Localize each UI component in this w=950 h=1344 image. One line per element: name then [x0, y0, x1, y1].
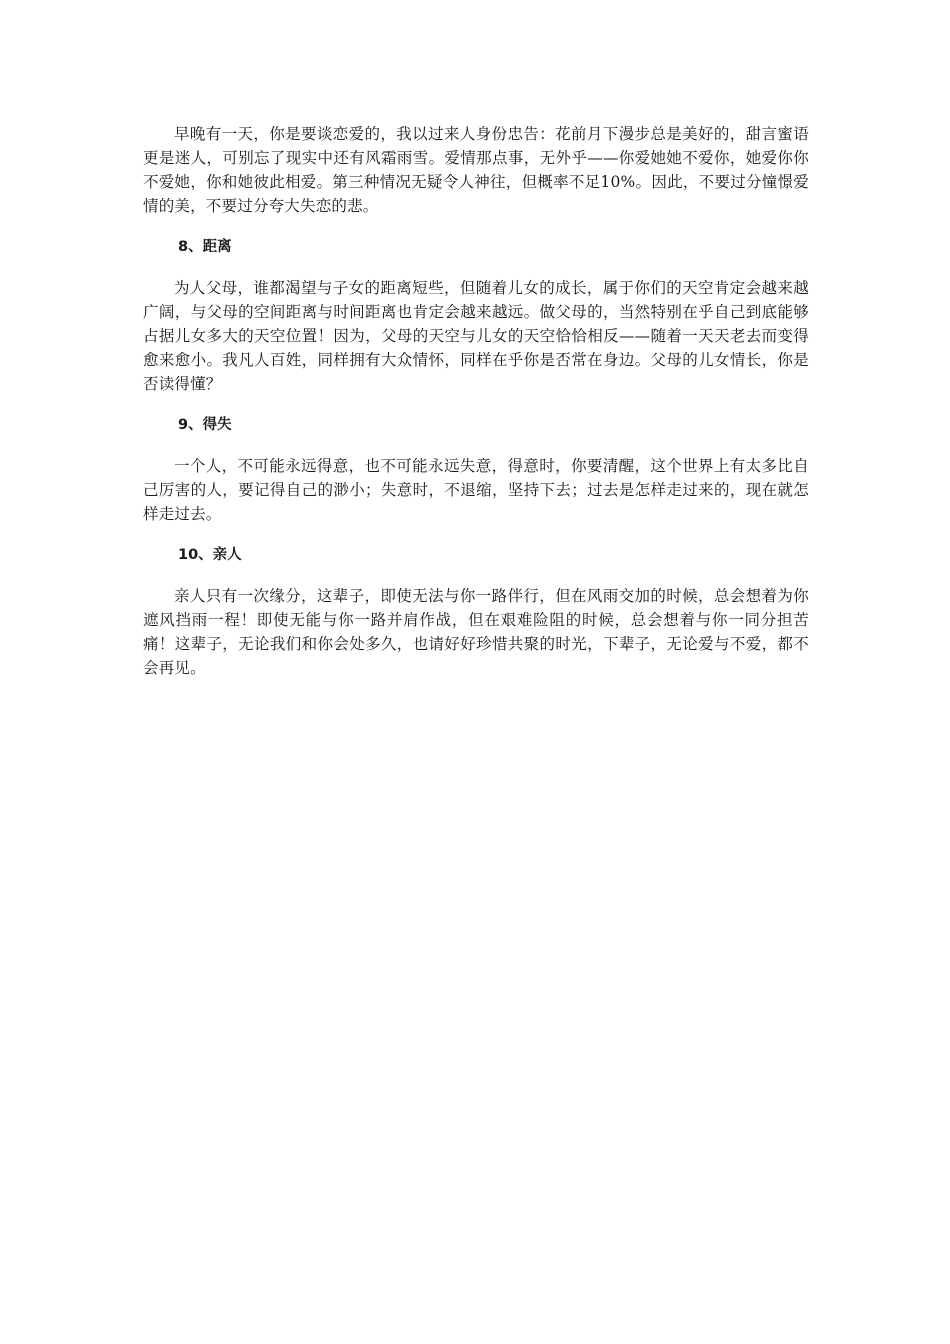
section-heading-gain-loss: 9、得失: [178, 417, 232, 433]
section-paragraph-gain-loss: 一个人，不可能永远得意，也不可能永远失意，得意时，你要清醒，这个世界上有太多比自己厉害的人，要记得自己的渺小；失意时，不退缩，坚持下去；过去是怎样走过来的，现在就怎样走过去。: [143, 457, 809, 523]
spacer: [143, 567, 809, 584]
spacer: [143, 218, 809, 235]
document-page: [143, 122, 809, 680]
section-heading-distance: 8、距离: [178, 239, 232, 255]
section-paragraph-distance: 为人父母，谁都渴望与子女的距离短些，但随着儿女的成长，属于你们的天空肯定会越来越广阔，与父母的空间距离与时间距离也肯定会越来越远。做父母的，当然特别在乎自己到底能够占据儿女多大的天空位置！因为，父母的天空与儿女的天空恰恰相反——随着一天天老去而变得愈来愈小。我凡人百姓，同样拥有大众情怀，同样在乎你是否常在身边。父母的儿女情长，你是否读得懂？: [143, 279, 809, 393]
spacer: [143, 259, 809, 276]
section-heading-family: 10、亲人: [178, 547, 242, 563]
spacer: [143, 437, 809, 454]
section-paragraph-family: 亲人只有一次缘分，这辈子，即使无法与你一路伴行，但在风雨交加的时候，总会想着为你遮风挡雨一程！即使无能与你一路并肩作战，但在艰难险阻的时候，总会想着与你一同分担苦痛！这辈子，无论我们和你会处多久，也请好好珍惜共聚的时光，下辈子，无论爱与不爱，都不会再见。: [143, 587, 809, 677]
spacer: [143, 396, 809, 413]
intro-paragraph: 早晚有一天，你是要谈恋爱的，我以过来人身份忠告：花前月下漫步总是美好的，甜言蜜语更是迷人，可别忘了现实中还有风霜雨雪。爱情那点事，无外乎——你爱她她不爱你，她爱你你不爱她，你和她彼此相爱。第三种情况无疑令人神往，但概率不足10%。因此，不要过分憧憬爱情的美，不要过分夸大失恋的悲。: [143, 125, 809, 215]
spacer: [143, 526, 809, 543]
